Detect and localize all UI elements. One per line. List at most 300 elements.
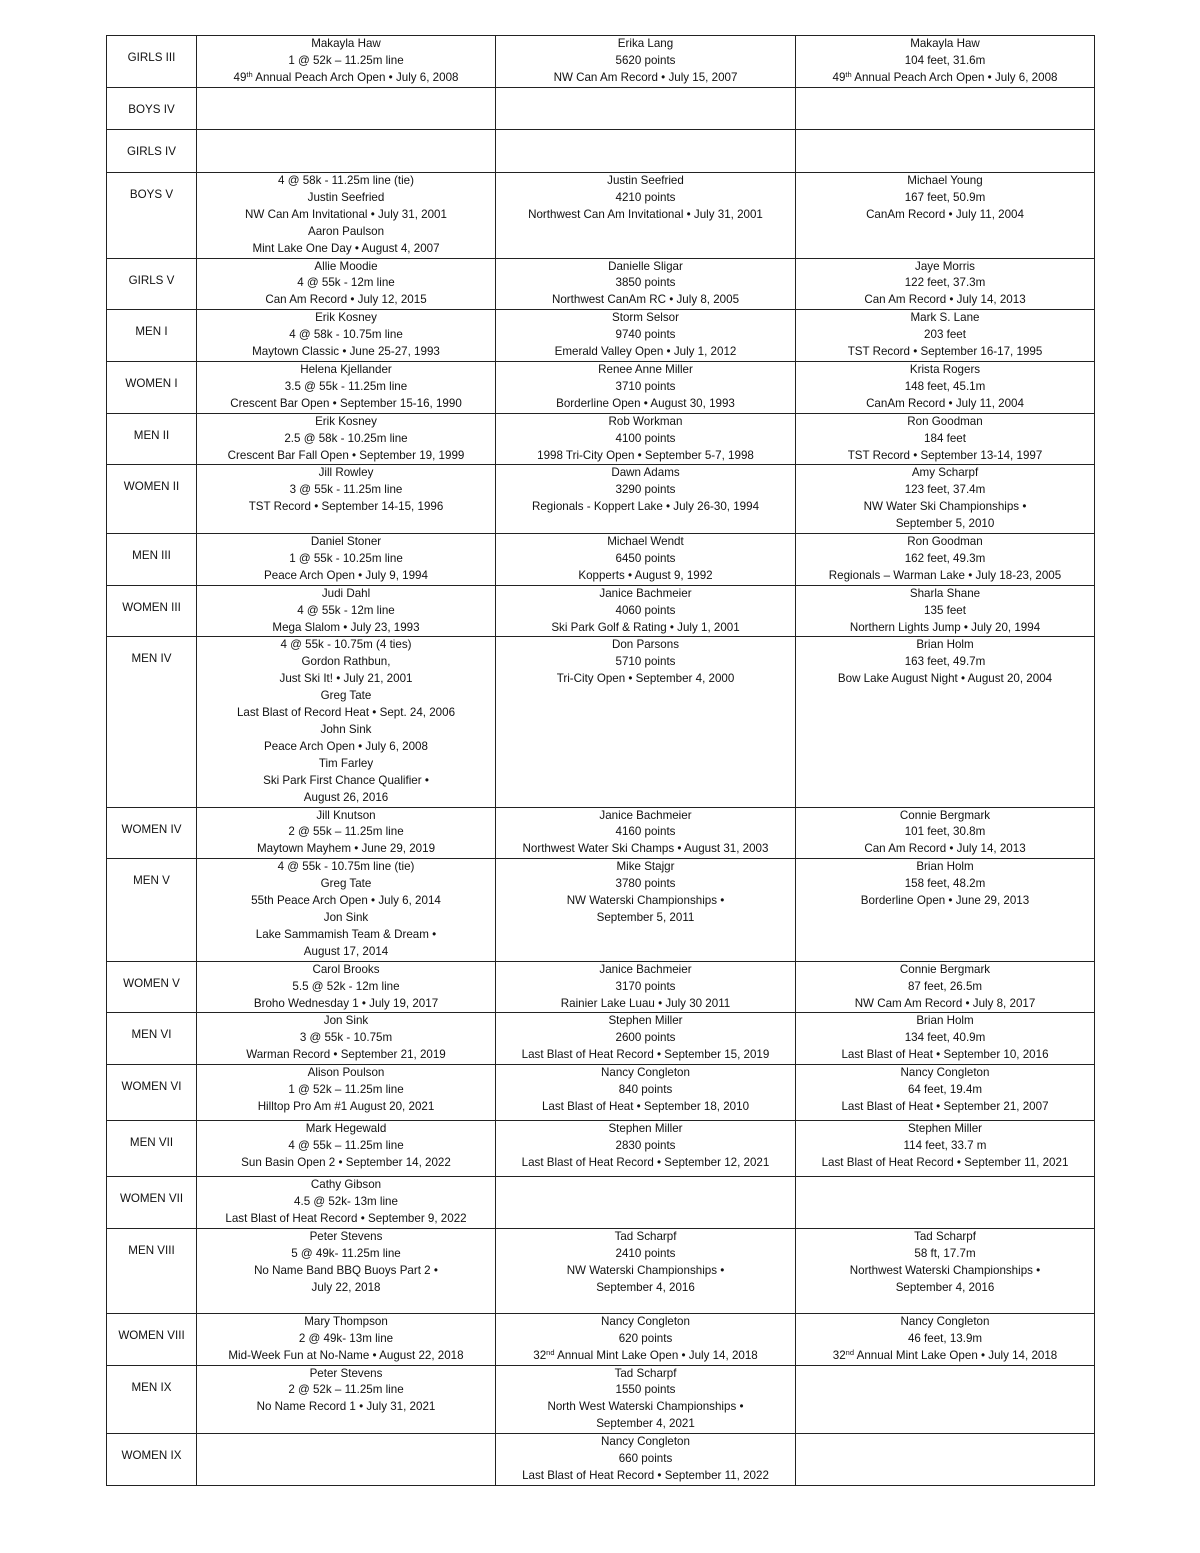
record-line: Daniel Stoner	[310, 535, 382, 549]
record-line: 4060 points	[615, 603, 676, 617]
record-line: 2600 points	[615, 1031, 676, 1045]
record-line: September 4, 2016	[895, 1280, 995, 1294]
record-line: Mike Stajgr	[616, 860, 675, 874]
record-line: Nancy Congleton	[601, 1314, 690, 1328]
record-line: 4.5 @ 52k- 13m line	[294, 1195, 398, 1209]
record-line: 101 feet, 30.8m	[904, 825, 986, 839]
record-line: Emerald Valley Open • July 1, 2012	[554, 345, 737, 359]
slalom-record-cell	[197, 465, 496, 534]
record-line: Hilltop Pro Am #1 August 20, 2021	[257, 1099, 435, 1113]
record-line: Stephen Miller	[907, 1122, 983, 1136]
record-line: Nancy Congleton	[900, 1066, 990, 1080]
record-line: 3780 points	[615, 877, 676, 891]
division-label: GIRLS V	[107, 258, 197, 310]
division-label: WOMEN I	[107, 361, 197, 413]
table-row	[107, 585, 1095, 637]
record-line: Ski Park Golf & Rating • July 1, 2001	[551, 620, 740, 634]
division-label: MEN III	[107, 534, 197, 586]
record-line: 3 @ 55k - 11.25m line	[289, 483, 403, 497]
slalom-record-cell	[197, 258, 496, 310]
record-line: Can Am Record • July 14, 2013	[864, 842, 1026, 856]
record-line: TST Record • September 13-14, 1997	[847, 448, 1043, 462]
record-line: NW Waterski Championships •	[566, 1263, 725, 1277]
record-line: 1998 Tri-City Open • September 5-7, 1998	[537, 448, 754, 462]
jump-record-cell	[796, 637, 1095, 807]
record-line: Nancy Congleton	[900, 1314, 990, 1328]
record-line: Mint Lake One Day • August 4, 2007	[252, 241, 440, 255]
slalom-record-cell	[197, 36, 496, 88]
trick-record-cell	[496, 258, 796, 310]
record-line: Brian Holm	[916, 860, 974, 874]
table-row	[107, 1177, 1095, 1229]
record-line: Helena Kjellander	[300, 362, 392, 376]
record-line: Northern Lights Jump • July 20, 1994	[849, 620, 1041, 634]
division-label: WOMEN VIII	[107, 1313, 197, 1365]
jump-record-cell	[796, 1365, 1095, 1434]
jump-record-cell	[796, 1434, 1095, 1486]
record-line: 58 ft, 17.7m	[914, 1246, 976, 1260]
record-line: Ron Goodman	[907, 414, 983, 428]
slalom-record-cell	[197, 1121, 496, 1177]
record-line: Stephen Miller	[608, 1014, 683, 1028]
ordinal-number: 32	[832, 1348, 846, 1362]
record-line: September 4, 2016	[596, 1280, 695, 1294]
trick-record-cell	[496, 1121, 796, 1177]
record-line: 134 feet, 40.9m	[904, 1031, 986, 1045]
record-line: 46 feet, 13.9m	[907, 1331, 983, 1345]
record-line: 148 feet, 45.1m	[904, 379, 986, 393]
record-line	[199, 70, 493, 87]
record-line	[798, 1348, 1092, 1365]
record-line: Nancy Congleton	[601, 1066, 690, 1080]
division-label: MEN VI	[107, 1013, 197, 1065]
record-line: Rob Workman	[608, 414, 683, 428]
record-line: Northwest Can Am Invitational • July 31, 2001	[528, 207, 763, 221]
record-line: 5620 points	[615, 53, 676, 67]
record-line: Last Blast of Heat Record • September 11, 2021	[821, 1155, 1069, 1169]
record-line: Cathy Gibson	[310, 1178, 382, 1192]
division-label: GIRLS IV	[107, 130, 197, 173]
record-line: Jon Sink	[323, 910, 369, 924]
record-line: Brian Holm	[916, 1014, 974, 1028]
record-line: Carol Brooks	[312, 962, 380, 976]
record-line: Ron Goodman	[907, 535, 983, 549]
record-line: Allie Moodie	[314, 259, 378, 273]
division-label: MEN V	[107, 859, 197, 961]
record-line: Crescent Bar Fall Open • September 19, 1999	[227, 448, 465, 462]
trick-record-cell	[496, 1013, 796, 1065]
record-line: 4 @ 55k - 12m line	[297, 603, 395, 617]
record-line	[798, 70, 1092, 87]
record-line: Connie Bergmark	[899, 962, 991, 976]
slalom-record-cell	[197, 1365, 496, 1434]
ordinal-number: 32	[533, 1348, 547, 1362]
table-row	[107, 173, 1095, 259]
division-label: MEN IX	[107, 1365, 197, 1434]
table-row	[107, 88, 1095, 130]
trick-record-cell	[496, 961, 796, 1013]
slalom-record-cell	[197, 310, 496, 362]
table-row	[107, 1365, 1095, 1434]
trick-record-cell	[496, 36, 796, 88]
trick-record-cell	[496, 807, 796, 859]
table-row	[107, 534, 1095, 586]
record-line: Mark Hegewald	[305, 1122, 387, 1136]
ordinal-suffix: th	[246, 69, 253, 79]
record-line: 4 @ 58k - 10.75m line	[289, 328, 403, 342]
record-line: 4 @ 55k - 10.75m line (tie)	[277, 860, 415, 874]
slalom-record-cell	[197, 807, 496, 859]
trick-record-cell	[496, 1313, 796, 1365]
trick-record-cell	[496, 130, 796, 173]
jump-record-cell	[796, 465, 1095, 534]
record-line: 167 feet, 50.9m	[904, 190, 986, 204]
record-line: 123 feet, 37.4m	[904, 483, 986, 497]
record-line: Ski Park First Chance Qualifier •	[263, 773, 429, 787]
division-label: WOMEN II	[107, 465, 197, 534]
record-line: Tri-City Open • September 4, 2000	[556, 672, 735, 686]
ordinal-number: 49	[832, 70, 846, 84]
record-line: 4 @ 55k - 12m line	[297, 276, 395, 290]
jump-record-cell	[796, 88, 1095, 130]
record-line: Can Am Record • July 12, 2015	[265, 293, 427, 307]
record-line: Justin Seefried	[607, 174, 684, 187]
record-line: 158 feet, 48.2m	[904, 877, 986, 891]
division-label: MEN I	[107, 310, 197, 362]
table-row	[107, 465, 1095, 534]
record-line: Can Am Record • July 14, 2013	[864, 293, 1026, 307]
slalom-record-cell	[197, 961, 496, 1013]
table-row	[107, 258, 1095, 310]
record-line: No Name Band BBQ Buoys Part 2 •	[254, 1263, 438, 1277]
record-line: 3290 points	[615, 483, 676, 497]
record-line: NW Can Am Record • July 15, 2007	[553, 70, 738, 84]
trick-record-cell	[496, 413, 796, 465]
record-line: 4 @ 58k - 11.25m line (tie)	[278, 174, 414, 187]
record-line: Northwest Water Ski Champs • August 31, 2003	[522, 842, 769, 856]
jump-record-cell	[796, 413, 1095, 465]
table-row	[107, 36, 1095, 88]
record-line: Warman Record • September 21, 2019	[246, 1048, 446, 1062]
record-line: 1 @ 52k – 11.25m line	[288, 53, 404, 67]
record-line: 5710 points	[615, 655, 676, 669]
trick-record-cell	[496, 585, 796, 637]
record-line: 135 feet	[924, 603, 966, 617]
record-line: CanAm Record • July 11, 2004	[866, 396, 1024, 410]
record-line: 4 @ 55k – 11.25m line	[288, 1139, 404, 1153]
table-row	[107, 1121, 1095, 1177]
record-line: TST Record • September 14-15, 1996	[248, 500, 444, 514]
record-line: Crescent Bar Open • September 15-16, 1990	[230, 396, 462, 410]
slalom-record-cell	[197, 1177, 496, 1229]
record-line: 1550 points	[615, 1383, 676, 1397]
trick-record-cell	[496, 1065, 796, 1121]
record-line: Tad Scharpf	[614, 1229, 677, 1243]
table-row	[107, 1434, 1095, 1486]
record-line: Kopperts • August 9, 1992	[578, 568, 713, 582]
slalom-record-cell	[197, 534, 496, 586]
division-label: WOMEN VII	[107, 1177, 197, 1229]
record-line: 3710 points	[615, 379, 676, 393]
record-line: Erika Lang	[617, 37, 674, 50]
division-label: WOMEN V	[107, 961, 197, 1013]
trick-record-cell	[496, 173, 796, 259]
record-line: Janice Bachmeier	[599, 808, 692, 822]
record-line: 64 feet, 19.4m	[907, 1083, 983, 1097]
record-line: 4210 points	[615, 190, 676, 204]
record-line: Renee Anne Miller	[598, 362, 693, 376]
record-line: 162 feet, 49.3m	[904, 551, 986, 565]
trick-record-cell	[496, 637, 796, 807]
record-line: 3 @ 55k - 10.75m	[299, 1031, 393, 1045]
record-line: NW Water Ski Championships •	[863, 500, 1027, 514]
table-row	[107, 859, 1095, 961]
record-line: Makayla Haw	[910, 37, 980, 50]
trick-record-cell	[496, 534, 796, 586]
record-line: Michael Young	[907, 174, 983, 187]
record-line: 9740 points	[615, 328, 676, 342]
division-label: WOMEN VI	[107, 1065, 197, 1121]
division-label: WOMEN IX	[107, 1434, 197, 1486]
slalom-record-cell	[197, 413, 496, 465]
jump-record-cell	[796, 310, 1095, 362]
record-line: 163 feet, 49.7m	[904, 655, 986, 669]
slalom-record-cell	[197, 859, 496, 961]
record-line: Last Blast of Heat Record • September 9, 2022	[225, 1211, 467, 1225]
record-line: Maytown Mayhem • June 29, 2019	[256, 842, 436, 856]
jump-record-cell	[796, 173, 1095, 259]
record-line: TST Record • September 16-17, 1995	[847, 345, 1043, 359]
jump-record-cell	[796, 130, 1095, 173]
record-line: Borderline Open • June 29, 2013	[860, 894, 1030, 908]
jump-record-cell	[796, 258, 1095, 310]
record-line: 87 feet, 26.5m	[907, 979, 983, 993]
record-line: Last Blast of Heat Record • September 11, 2022	[522, 1469, 769, 1482]
jump-record-cell	[796, 1313, 1095, 1365]
record-line: Erik Kosney	[315, 311, 377, 325]
record-line: August 17, 2014	[303, 944, 389, 958]
record-line: Regionals – Warman Lake • July 18-23, 2005	[828, 568, 1062, 582]
record-line: Brian Holm	[916, 638, 974, 652]
record-line: Greg Tate	[320, 877, 372, 891]
record-line: North West Waterski Championships •	[547, 1400, 744, 1414]
division-label: GIRLS III	[107, 36, 197, 88]
record-line: 1 @ 55k - 10.25m line	[289, 551, 403, 565]
slalom-record-cell	[197, 173, 496, 259]
record-line: Jill Knutson	[316, 808, 376, 822]
record-line: Michael Wendt	[607, 535, 684, 549]
record-line: July 22, 2018	[311, 1280, 381, 1294]
record-line: Mark S. Lane	[910, 311, 980, 325]
record-line: 3170 points	[615, 979, 676, 993]
trick-record-cell	[496, 859, 796, 961]
slalom-record-cell	[197, 130, 496, 173]
record-line: Tim Farley	[318, 756, 374, 770]
record-line: Mid-Week Fun at No-Name • August 22, 2018	[228, 1348, 464, 1362]
table-row	[107, 310, 1095, 362]
record-line: Greg Tate	[320, 689, 372, 703]
record-line: Last Blast of Heat • September 10, 2016	[841, 1048, 1049, 1062]
division-label: MEN VII	[107, 1121, 197, 1177]
record-line: 184 feet	[924, 431, 966, 445]
table-row	[107, 1065, 1095, 1121]
record-line: CanAm Record • July 11, 2004	[866, 207, 1024, 221]
record-line: 122 feet, 37.3m	[904, 276, 986, 290]
record-line-text: Annual Mint Lake Open • July 14, 2018	[854, 1348, 1058, 1362]
record-line: Storm Selsor	[611, 311, 679, 325]
record-line: Gordon Rathbun,	[301, 655, 391, 669]
slalom-record-cell	[197, 88, 496, 130]
record-line: Janice Bachmeier	[599, 586, 692, 600]
record-line: Krista Rogers	[909, 362, 981, 376]
record-line: 3850 points	[615, 276, 676, 290]
record-line-text: Annual Peach Arch Open • July 6, 2008	[851, 70, 1058, 84]
record-line-text: Annual Peach Arch Open • July 6, 2008	[252, 70, 459, 84]
jump-record-cell	[796, 585, 1095, 637]
trick-record-cell	[496, 361, 796, 413]
record-line: 660 points	[618, 1452, 673, 1466]
trick-record-cell	[496, 465, 796, 534]
record-line: Jon Sink	[323, 1014, 369, 1028]
record-line: John Sink	[320, 723, 372, 736]
record-line: 5.5 @ 52k - 12m line	[292, 979, 400, 993]
table-row	[107, 361, 1095, 413]
record-line: Tad Scharpf	[914, 1229, 976, 1243]
ordinal-number: 49	[233, 70, 247, 84]
record-line: Dawn Adams	[611, 466, 680, 480]
record-line: 2.5 @ 58k - 10.25m line	[284, 431, 408, 445]
record-line: Maytown Classic • June 25-27, 1993	[252, 345, 440, 359]
division-label: MEN VIII	[107, 1228, 197, 1313]
record-line: Erik Kosney	[315, 414, 377, 428]
record-line: Last Blast of Record Heat • Sept. 24, 2006	[236, 706, 456, 720]
jump-record-cell	[796, 961, 1095, 1013]
jump-record-cell	[796, 1065, 1095, 1121]
trick-record-cell	[496, 1434, 796, 1486]
records-table	[106, 35, 1095, 1486]
record-line: Connie Bergmark	[899, 808, 991, 822]
record-line: 104 feet, 31.6m	[904, 53, 986, 67]
record-line: 6450 points	[615, 551, 676, 565]
trick-record-cell	[496, 1365, 796, 1434]
division-label: WOMEN III	[107, 585, 197, 637]
table-row	[107, 1228, 1095, 1313]
jump-record-cell	[796, 1013, 1095, 1065]
record-line: Mega Slalom • July 23, 1993	[272, 620, 420, 634]
record-line: Makayla Haw	[311, 37, 381, 50]
record-line: 114 feet, 33.7 m	[903, 1139, 987, 1153]
record-line: Last Blast of Heat Record • September 12, 2021	[521, 1155, 770, 1169]
record-line: 840 points	[618, 1083, 673, 1097]
record-line: August 26, 2016	[303, 790, 389, 804]
ordinal-suffix: th	[845, 69, 852, 79]
record-line: 2 @ 55k – 11.25m line	[288, 825, 404, 839]
division-label: MEN IV	[107, 637, 197, 807]
record-line: Rainier Lake Luau • July 30 2011	[560, 996, 731, 1010]
record-line: 55th Peace Arch Open • July 6, 2014	[251, 894, 441, 908]
record-line: Danielle Sligar	[608, 259, 683, 273]
record-line: 2 @ 49k- 13m line	[298, 1331, 394, 1345]
ordinal-suffix: nd	[546, 1347, 555, 1357]
table-row	[107, 1313, 1095, 1365]
record-line: Peace Arch Open • July 6, 2008	[264, 739, 428, 753]
slalom-record-cell	[197, 1434, 496, 1486]
jump-record-cell	[796, 36, 1095, 88]
table-row	[107, 961, 1095, 1013]
record-line: Bow Lake August Night • August 20, 2004	[837, 672, 1053, 686]
table-row	[107, 1013, 1095, 1065]
record-line: Northwest Waterski Championships •	[849, 1263, 1041, 1277]
record-line: Broho Wednesday 1 • July 19, 2017	[253, 996, 439, 1010]
slalom-record-cell	[197, 1065, 496, 1121]
record-line: 620 points	[618, 1331, 673, 1345]
slalom-record-cell	[197, 361, 496, 413]
record-line: Just Ski It! • July 21, 2001	[279, 672, 413, 686]
record-line: 4 @ 55k - 10.75m (4 ties)	[280, 638, 412, 652]
record-line: 4160 points	[615, 825, 676, 839]
record-line: 2 @ 52k – 11.25m line	[288, 1383, 404, 1397]
slalom-record-cell	[197, 1228, 496, 1313]
record-line: Last Blast of Heat • September 21, 2007	[841, 1099, 1049, 1113]
record-line	[498, 1348, 793, 1365]
ordinal-suffix: nd	[845, 1347, 855, 1357]
record-line: Nancy Congleton	[601, 1435, 690, 1449]
record-line: NW Waterski Championships •	[566, 894, 725, 908]
trick-record-cell	[496, 1177, 796, 1229]
division-label: WOMEN IV	[107, 807, 197, 859]
record-line-text: Annual Mint Lake Open • July 14, 2018	[554, 1348, 758, 1362]
division-label: MEN II	[107, 413, 197, 465]
records-body	[107, 36, 1095, 1486]
record-line: Stephen Miller	[608, 1122, 683, 1136]
record-line: Judi Dahl	[321, 586, 371, 600]
slalom-record-cell	[197, 1013, 496, 1065]
record-line: Last Blast of Heat Record • September 15, 2019	[521, 1048, 770, 1062]
jump-record-cell	[796, 1177, 1095, 1229]
record-line: Aaron Paulson	[307, 224, 385, 238]
record-line: 3.5 @ 55k - 11.25m line	[284, 379, 408, 393]
record-line: September 5, 2010	[895, 517, 995, 531]
record-line: 2830 points	[615, 1139, 676, 1153]
table-row	[107, 637, 1095, 807]
jump-record-cell	[796, 361, 1095, 413]
record-line: Amy Scharpf	[911, 466, 979, 480]
record-line: Don Parsons	[611, 638, 680, 652]
record-line: Justin Seefried	[307, 190, 385, 204]
record-line: Sharla Shane	[909, 586, 981, 600]
record-line: Northwest CanAm RC • July 8, 2005	[551, 293, 740, 307]
trick-record-cell	[496, 1228, 796, 1313]
record-line: September 5, 2011	[596, 910, 695, 924]
jump-record-cell	[796, 1121, 1095, 1177]
record-line: No Name Record 1 • July 31, 2021	[256, 1400, 436, 1414]
record-line: Peter Stevens	[309, 1366, 383, 1380]
record-line: 1 @ 52k – 11.25m line	[288, 1083, 404, 1097]
jump-record-cell	[796, 1228, 1095, 1313]
record-line: 203 feet	[924, 328, 966, 342]
record-line: Peace Arch Open • July 9, 1994	[264, 568, 428, 582]
record-line: Lake Sammamish Team & Dream •	[255, 927, 437, 941]
record-line: Janice Bachmeier	[599, 962, 692, 976]
division-label: BOYS V	[107, 173, 197, 259]
jump-record-cell	[796, 534, 1095, 586]
record-line: Jaye Morris	[915, 259, 975, 273]
record-line: NW Can Am Invitational • July 31, 2001	[245, 207, 447, 221]
jump-record-cell	[796, 807, 1095, 859]
table-row	[107, 130, 1095, 173]
record-line: Sun Basin Open 2 • September 14, 2022	[241, 1155, 451, 1169]
slalom-record-cell	[197, 585, 496, 637]
